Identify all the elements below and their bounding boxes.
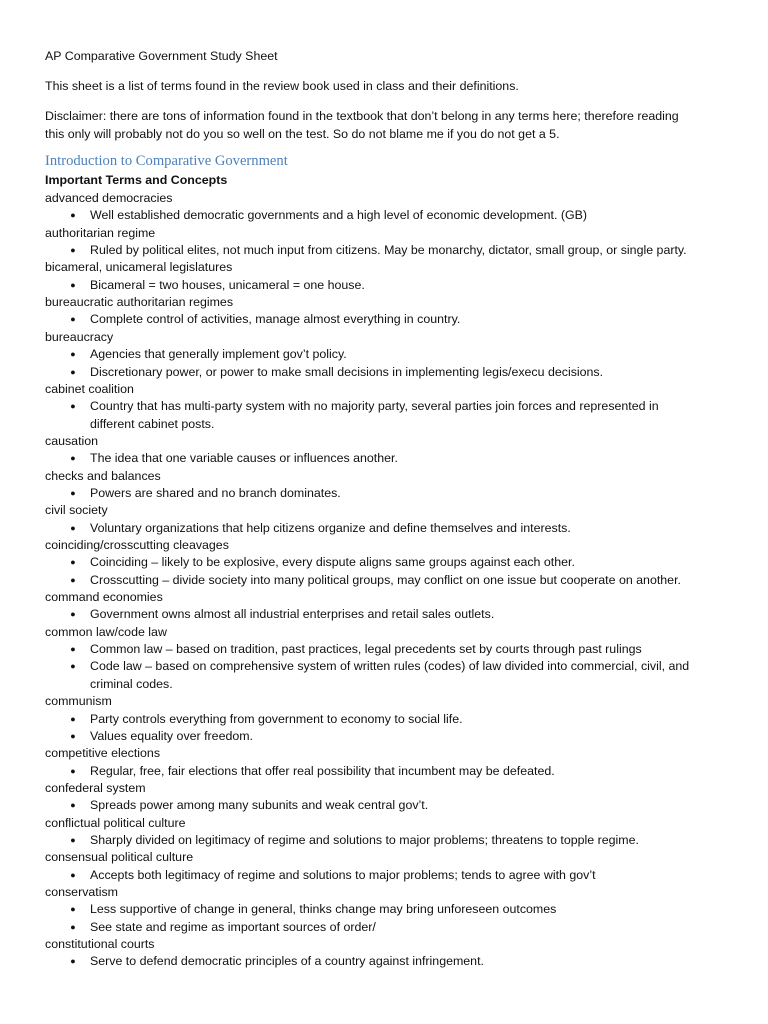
bullet-icon: ●: [70, 834, 76, 845]
definition-text: Common law – based on tradition, past practices, legal precedents set by courts through past rulings: [90, 642, 642, 657]
subheading: Important Terms and Concepts: [45, 173, 228, 187]
definition-text: Sharply divided on legitimacy of regime and solutions to major problems; threatens to topple regime.: [90, 832, 639, 847]
bullet-icon: ●: [70, 661, 76, 672]
bullet-icon: ●: [70, 366, 76, 377]
definition-text: Well established democratic governments and a high level of economic development. (GB): [90, 208, 588, 223]
bullet-icon: ●: [70, 730, 76, 741]
definition-text: Crosscutting – divide society into many political groups, may conflict on one issue but cooperate on another.: [90, 572, 681, 587]
term-heading: bicameral, unicameral legislatures: [45, 260, 233, 275]
term-heading: constitutional courts: [45, 937, 155, 952]
definition-text: Coinciding – likely to be explosive, every dispute aligns same groups against each other.: [90, 555, 575, 570]
intro-paragraph: This sheet is a list of terms found in the review book used in class and their definitions.: [45, 79, 519, 93]
bullet-icon: ●: [70, 401, 76, 412]
definition-text: Spreads power among many subunits and weak central gov’t.: [90, 798, 429, 813]
term-heading: conservatism: [45, 885, 118, 899]
bullet-icon: ●: [70, 644, 76, 655]
bullet-icon: ●: [70, 765, 76, 776]
bullet-icon: ●: [70, 245, 76, 256]
term-heading: competitive elections: [45, 746, 161, 761]
document-title: AP Comparative Government Study Sheet: [45, 49, 278, 63]
bullet-icon: ●: [70, 557, 76, 568]
term-heading: common law/code law: [45, 624, 167, 639]
definition-text: Voluntary organizations that help citizens organize and define themselves and interests.: [90, 520, 571, 535]
bullet-icon: ●: [70, 349, 76, 360]
bullet-icon: ●: [70, 487, 76, 498]
definition-text: Party controls everything from government to economy to social life.: [90, 711, 463, 726]
disclaimer-line-1: Disclaimer: there are tons of information found in the textbook that don’t belong in any terms here; therefore reading: [45, 109, 679, 123]
term-heading: bureaucracy: [45, 329, 114, 344]
term-heading: conflictual political culture: [45, 815, 186, 830]
disclaimer-line-2: this only will probably not do you so well on the test. So do not blame me if you do not get a 5.: [45, 127, 560, 141]
definition-text: Bicameral = two houses, unicameral = one house.: [90, 277, 365, 292]
definition-text: Ruled by political elites, not much input from citizens. May be monarchy, dictator, small group, or single party.: [90, 243, 687, 258]
bullet-icon: ●: [70, 869, 76, 880]
definition-text: Complete control of activities, manage almost everything in country.: [90, 312, 461, 327]
definition-text: Agencies that generally implement gov’t policy.: [90, 347, 347, 362]
term-heading: coinciding/crosscutting cleavages: [45, 538, 229, 552]
definition-text: Serve to defend democratic principles of a country against infringement.: [90, 954, 484, 969]
definition-text: Country that has multi-party system with no majority party, several parties join forces and represented in: [90, 399, 659, 414]
bullet-icon: ●: [70, 453, 76, 464]
definition-text: Accepts both legitimacy of regime and solutions to major problems; tends to agree with gov’t: [90, 867, 596, 882]
bullet-icon: ●: [70, 956, 76, 967]
definition-text: Less supportive of change in general, thinks change may bring unforeseen outcomes: [90, 902, 557, 917]
term-heading: communism: [45, 694, 112, 709]
term-heading: civil society: [45, 503, 108, 518]
definition-text: Discretionary power, or power to make small decisions in implementing legis/execu decisions.: [90, 364, 604, 379]
term-heading: authoritarian regime: [45, 225, 156, 240]
bullet-icon: ●: [70, 904, 76, 915]
bullet-icon: ●: [70, 210, 76, 221]
bullet-icon: ●: [70, 609, 76, 620]
definition-continuation: different cabinet posts.: [90, 416, 215, 431]
bullet-icon: ●: [70, 800, 76, 811]
term-heading: cabinet coalition: [45, 381, 134, 396]
bullet-icon: ●: [70, 522, 76, 533]
term-heading: confederal system: [45, 780, 146, 795]
definition-text: Values equality over freedom.: [90, 728, 254, 743]
term-heading: command economies: [45, 590, 163, 605]
term-heading: bureaucratic authoritarian regimes: [45, 295, 234, 310]
bullet-icon: ●: [70, 921, 76, 932]
definition-text: The idea that one variable causes or influences another.: [90, 451, 398, 466]
bullet-icon: ●: [70, 713, 76, 724]
section-heading: Introduction to Comparative Government: [45, 153, 288, 169]
bullet-icon: ●: [70, 574, 76, 585]
definition-continuation: criminal codes.: [90, 676, 173, 691]
definition-text: See state and regime as important sources of order/: [90, 919, 376, 934]
definition-text: Powers are shared and no branch dominates.: [90, 485, 341, 500]
term-heading: consensual political culture: [45, 850, 194, 865]
definition-text: Regular, free, fair elections that offer real possibility that incumbent may be defeated.: [90, 763, 555, 778]
definition-text: Code law – based on comprehensive system of written rules (codes) of law divided into commercial, civil, and: [90, 659, 690, 674]
bullet-icon: ●: [70, 314, 76, 325]
term-heading: causation: [45, 433, 99, 448]
term-heading: advanced democracies: [45, 191, 173, 205]
definition-text: Government owns almost all industrial enterprises and retail sales outlets.: [90, 607, 495, 622]
term-heading: checks and balances: [45, 468, 161, 483]
bullet-icon: ●: [70, 279, 76, 290]
